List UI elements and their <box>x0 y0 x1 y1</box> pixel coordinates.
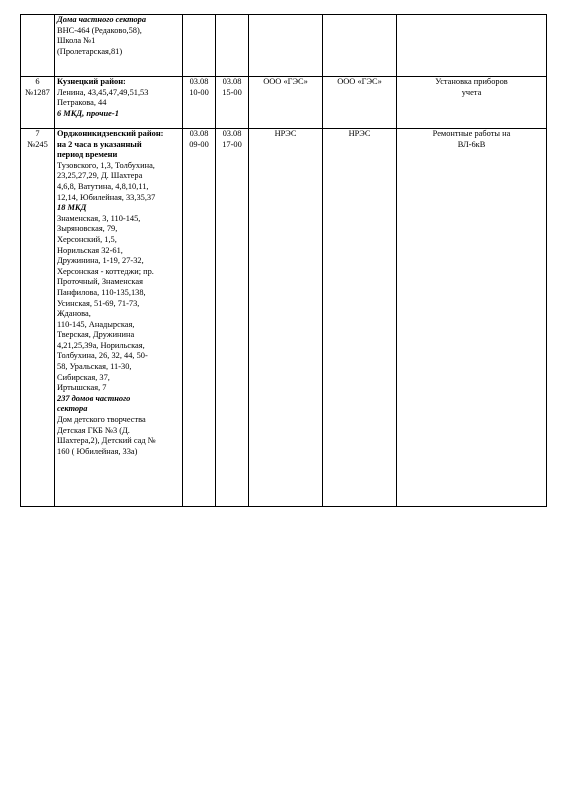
reason-line: учета <box>461 87 482 97</box>
address-line: 12,14, Юбилейная, 33,35,37 <box>57 192 156 202</box>
address-cell <box>55 77 183 129</box>
start-time: 10-00 <box>189 87 209 97</box>
row-number: 7 <box>35 129 40 138</box>
reason-line: Установка приборов <box>435 77 508 86</box>
address-line: период времени <box>57 150 118 160</box>
address-line: Херсонская - коттеджи; пр. <box>57 266 154 276</box>
executor-name: НРЭС <box>348 129 371 138</box>
address-line: ВНС-464 (Редаково,58), <box>57 25 142 35</box>
row-number-cell <box>21 15 55 77</box>
end-time: 17-00 <box>222 139 242 149</box>
row-number-cell <box>21 129 55 507</box>
executor-cell <box>323 77 397 129</box>
start-date: 03.08 <box>189 129 209 138</box>
address-line: Детская ГКБ №3 (Д. <box>57 425 130 435</box>
reason-cell <box>397 77 547 129</box>
executor-name: ООО «ГЭС» <box>337 77 382 86</box>
address-line: Кузнецкий район: <box>57 77 126 86</box>
address-cell <box>55 15 183 77</box>
address-line: Панфилова, 110-135,138, <box>57 287 146 297</box>
organization-cell <box>249 77 323 129</box>
address-line: Дружинина, 1-19, 27-32, <box>57 256 144 266</box>
table-row <box>21 77 547 129</box>
address-line: Норильская 32-61, <box>57 245 123 255</box>
address-line: 4,6,8, Ватутина, 4,8,10,11, <box>57 181 149 191</box>
row-number: 6 <box>35 77 40 86</box>
address-line: Школа №1 <box>57 36 96 46</box>
end-date: 03.08 <box>222 77 242 86</box>
address-line: 23,25,27,29, Д. Шахтера <box>57 171 143 181</box>
address-line: Толбухина, 26, 32, 44, 50- <box>57 351 148 361</box>
reason-cell <box>397 15 547 77</box>
address-line: Знаменская, 3, 110-145, <box>57 213 141 223</box>
reason-line: Ремонтные работы на <box>432 129 511 138</box>
address-line: 18 МКД <box>57 203 87 213</box>
start-time: 09-00 <box>189 139 209 149</box>
end-datetime-cell <box>216 15 249 77</box>
address-line: Сибирская, 37, <box>57 372 110 382</box>
start-date: 03.08 <box>189 77 209 86</box>
organization-name: ООО «ГЭС» <box>263 77 308 86</box>
address-line: сектора <box>57 404 88 414</box>
start-datetime-cell <box>183 129 216 507</box>
address-line: Усинская, 51-69, 71-73, <box>57 298 140 308</box>
address-line: Ленина, 43,45,47,49,51,53 <box>57 87 149 97</box>
address-line: Дома частного сектора <box>57 15 147 24</box>
end-datetime-cell <box>216 77 249 129</box>
address-line: 110-145, Анадырская, <box>57 319 135 329</box>
organization-cell <box>249 15 323 77</box>
address-line: Жданова, <box>57 309 91 319</box>
address-line: Херсонский, 1,5, <box>57 234 117 244</box>
table-row <box>21 129 547 507</box>
address-line: Орджоникидзевский район: <box>57 129 164 138</box>
reason-cell <box>397 129 547 507</box>
executor-cell <box>323 15 397 77</box>
address-line: Иртышская, 7 <box>57 383 107 393</box>
address-line: Тузовского, 1,3, Толбухина, <box>57 160 155 170</box>
address-line: 237 домов частного <box>57 393 131 403</box>
address-line: на 2 часа в указанный <box>57 139 142 149</box>
start-datetime-cell <box>183 15 216 77</box>
address-line: (Пролетарская,81) <box>57 46 123 56</box>
end-time: 15-00 <box>222 87 242 97</box>
address-line: Тверская, Дружинина <box>57 330 135 340</box>
address-line: Проточный, Знаменская <box>57 277 143 287</box>
address-line: 4,21,25,39а, Норильская, <box>57 340 145 350</box>
end-datetime-cell <box>216 129 249 507</box>
address-line: Зыряновская, 79, <box>57 224 118 234</box>
address-line: 6 МКД, прочие-1 <box>57 108 119 118</box>
address-line: Петракова, 44 <box>57 98 107 108</box>
row-number-cell <box>21 77 55 129</box>
executor-cell <box>323 129 397 507</box>
organization-cell <box>249 129 323 507</box>
start-datetime-cell <box>183 77 216 129</box>
request-number: №245 <box>27 139 48 149</box>
address-line: 160 ( Юбилейная, 33а) <box>57 446 138 456</box>
table-row <box>21 15 547 77</box>
address-line: 58, Уральская, 11-30, <box>57 362 132 372</box>
request-number: №1287 <box>25 87 50 97</box>
address-cell <box>55 129 183 507</box>
outage-table <box>20 14 547 507</box>
outage-table-body <box>21 15 547 507</box>
organization-name: НРЭС <box>274 129 297 138</box>
address-line: Шахтера,2), Детский сад № <box>57 436 156 446</box>
address-line: Дом детского творчества <box>57 415 146 425</box>
end-date: 03.08 <box>222 129 242 138</box>
reason-line: ВЛ-6кВ <box>457 139 486 149</box>
